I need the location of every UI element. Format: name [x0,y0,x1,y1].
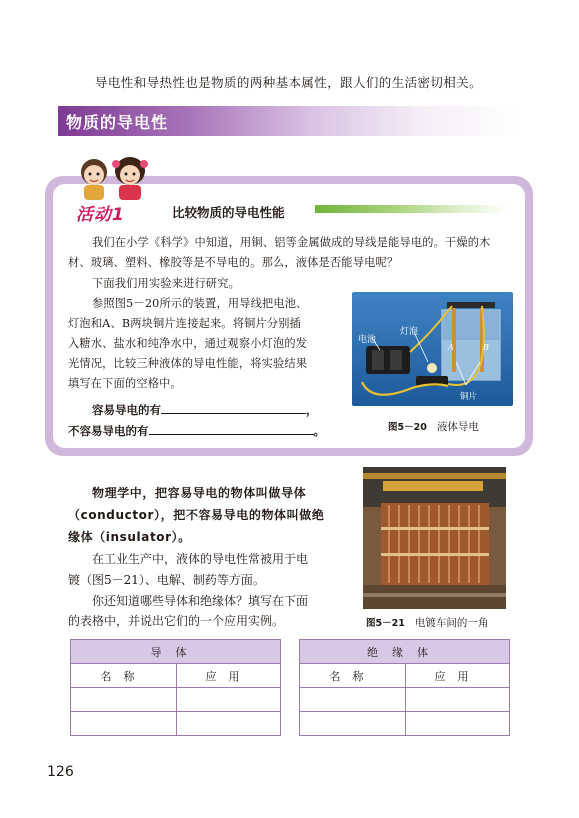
conductor-table [70,639,281,736]
answer-blank[interactable] [149,423,314,435]
activity-text-line: 下面我们用实验来进行研究。 [92,277,241,290]
title-rule [315,205,510,213]
body-text-line: 缘体（insulator）。 [68,530,191,544]
figure-number: 图5－21 [366,618,405,629]
column-header-application: 应用 [406,664,510,688]
label-copper: 铜片 [460,392,478,402]
fill-blank-nonconductive [68,423,325,439]
children-illustration [70,152,160,200]
label-a: A [448,343,454,352]
electroplating-workshop-photo [363,467,506,609]
figure-number: 图5－20 [388,422,427,433]
activity-text-line: 参照图5－20所示的装置，用导线把电池、 [92,297,308,310]
label-b: B [483,343,489,352]
column-header-application: 应用 [177,664,281,688]
fill-punct: ， [306,403,318,417]
table-cell[interactable] [300,688,406,712]
activity-text-line: 填写在下面的空格中。 [68,377,182,390]
table-cell[interactable] [71,712,177,736]
table-title: 导体 [71,640,281,664]
page-number: 126 [47,764,74,780]
table-cell[interactable] [177,688,281,712]
insulator-table [299,639,510,736]
activity-title: 比较物质的导电性能 [172,205,285,220]
table-cell[interactable] [406,712,510,736]
body-text-line: 你还知道哪些导体和绝缘体？填写在下面 [92,594,309,608]
figure-caption-text: 电镀车间的一角 [414,617,489,629]
section-title: 物质的导电性 [66,113,169,132]
activity-label: 活动1 [76,205,125,225]
figure-5-20-caption [388,419,479,434]
figure-5-21-caption [366,615,488,630]
activity-text-line: 光情况，比较三种液体的导电性能，将实验结果 [68,357,308,370]
body-text-line: （conductor），把不容易导电的物体叫做绝 [68,508,325,522]
label-battery: 电池 [358,335,377,345]
column-header-name: 名称 [71,664,177,688]
activity-text-line: 灯泡和A、B两块铜片连接起来。将铜片分别插 [68,317,302,330]
body-text-line: 物理学中，把容易导电的物体叫做导体 [92,486,307,500]
fill-label: 不容易导电的有 [68,424,149,438]
fill-blank-conductive [92,402,318,418]
table-cell[interactable] [71,688,177,712]
figure-caption-text: 液体导电 [436,421,479,433]
activity-text-line: 入糖水、盐水和纯净水中，通过观察小灯泡的发 [68,337,308,350]
section-header [58,106,518,136]
answer-blank[interactable] [161,402,306,414]
body-text-line: 在工业生产中，液体的导电性常被用于电 [92,552,309,566]
body-text-line: 镀（图5－21）、电解、制药等方面。 [68,573,265,587]
label-bulb: 灯泡 [400,327,419,337]
fill-label: 容易导电的有 [92,403,161,417]
activity-text-line: 我们在小学《科学》中知道，用铜、铝等金属做成的导线是能导电的。干燥的木 [92,236,491,249]
table-cell[interactable] [406,688,510,712]
intro-text: 导电性和导热性也是物质的两种基本属性，跟人们的生活密切相关。 [95,75,483,90]
table-cell[interactable] [300,712,406,736]
column-header-name: 名称 [300,664,406,688]
activity-text-line: 材、玻璃、塑料、橡胶等是不导电的。那么，液体是否能导电呢？ [68,256,399,269]
fill-punct: 。 [313,424,325,438]
body-text-line: 的表格中，并说出它们的一个应用实例。 [68,614,285,628]
table-cell[interactable] [177,712,281,736]
table-title: 绝缘体 [300,640,510,664]
